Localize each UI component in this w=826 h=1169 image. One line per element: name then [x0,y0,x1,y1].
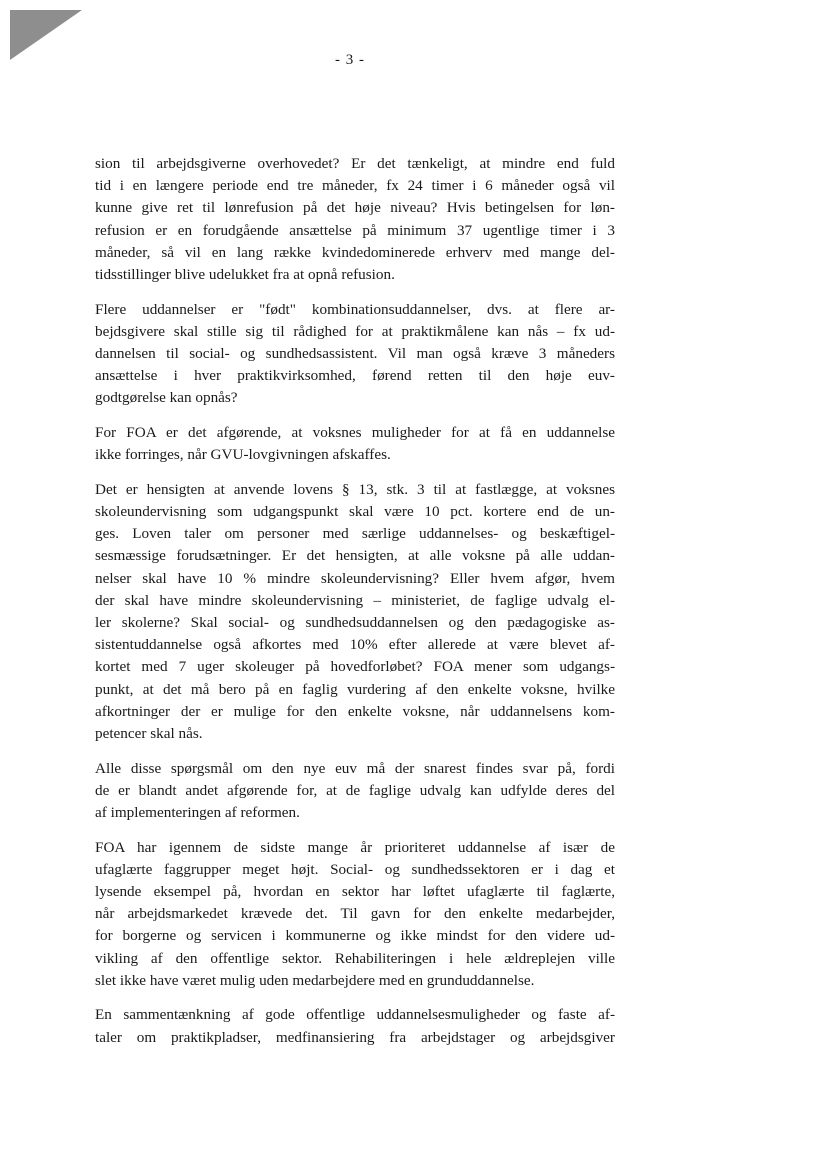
text-line: sesmæssige forudsætninger. Er det hensigten, at alle voksne på alle uddan- [95,547,615,565]
text-line: når arbejdsmarkedet krævede det. Til gavn for den enkelte medarbejder, [95,905,615,923]
text-line: kortet med 7 uger skoleuger på hovedforløbet? FOA mener som udgangs- [95,658,615,676]
text-line: ler skolerne? Skal social- og sundhedsuddannelsen og den pædagogiske as- [95,614,615,632]
text-line: For FOA er det afgørende, at voksnes muligheder for at få en uddannelse [95,424,615,442]
text-line: lysende eksempel på, hvordan en sektor har løftet ufaglærte til faglærte, [95,883,615,901]
paragraph-6 [95,837,615,992]
text-line: af implementeringen af reformen. [95,804,300,822]
text-line: punkt, at det må bero på en faglig vurdering af den enkelte voksne, hvilke [95,680,615,698]
text-line: Alle disse spørgsmål om den nye euv må der snarest findes svar på, fordi [95,759,615,777]
text-line: nelser skal have 10 % mindre skoleundervisning? Eller hvem afgør, hvem [95,569,615,587]
text-line: tid i en længere periode end tre måneder, fx 24 timer i 6 måneder også vil [95,177,615,195]
text-line: Flere uddannelser er "født" kombinationsuddannelser, dvs. at flere ar- [95,300,615,318]
text-line: bejdsgivere skal stille sig til rådighed for at praktikmålene kan nås – fx ud- [95,322,615,340]
paragraph-5 [95,758,615,825]
text-line: skoleundervisning som udgangspunkt skal være 10 pct. kortere end de un- [95,503,615,521]
text-line: tidsstillinger blive udelukket fra at opnå refusion. [95,266,395,284]
text-line: Det er hensigten at anvende lovens § 13, stk. 3 til at fastlægge, at voksnes [95,480,615,498]
text-line: godtgørelse kan opnås? [95,389,238,407]
text-line: ges. Loven taler om personer med særlige uddannelses- og beskæftigel- [95,525,615,543]
text-line: afkortninger der er mulige for den enkelte voksne, når uddannelsens kom- [95,702,615,720]
text-line: ansættelse i hver praktikvirksomhed, førend retten til den høje euv- [95,367,615,385]
text-line: dannelsen til social- og sundhedsassistent. Vil man også kræve 3 måneders [95,345,615,363]
text-line: ikke forringes, når GVU-lovgivningen afskaffes. [95,446,391,464]
text-line: vikling af den offentlige sektor. Rehabiliteringen i hele ældreplejen ville [95,949,615,967]
text-line: En sammentænkning af gode offentlige uddannelsesmuligheder og faste af- [95,1006,615,1024]
paragraph-1 [95,153,615,286]
text-line: sion til arbejdsgiverne overhovedet? Er det tænkeligt, at mindre end fuld [95,155,615,172]
paragraph-2 [95,299,615,410]
text-line: FOA har igennem de sidste mange år prioriteret uddannelse af især de [95,838,615,856]
text-line: for borgerne og servicen i kommunerne og ikke mindst for den videre ud- [95,927,615,945]
text-line: ufaglærte faggrupper meget højt. Social- og sundhedssektoren er i dag et [95,860,615,878]
paragraph-4 [95,479,615,745]
paragraph-7 [95,1004,615,1048]
text-line: kunne give ret til lønrefusion på det høje niveau? Hvis betingelsen for løn- [95,199,615,217]
text-line: slet ikke have været mulig uden medarbejdere med en grunduddannelse. [95,971,535,989]
text-line: petencer skal nås. [95,725,203,743]
text-line: sistentuddannelse også afkortes med 10% efter allerede at være blevet af- [95,636,615,654]
paragraph-3 [95,422,615,466]
body-text [95,153,615,1061]
page-number: - 3 - [335,52,365,68]
text-line: måneder, så vil en lang række kvindedominerede erhverv med mange del- [95,243,615,261]
text-line: der skal have mindre skoleundervisning – ministeriet, de faglige udvalg el- [95,591,615,609]
text-line: refusion er en forudgående ansættelse på minimum 37 ugentlige timer i 3 [95,221,615,239]
text-line: taler om praktikpladser, medfinansiering fra arbejdstager og arbejdsgiver [95,1028,615,1046]
text-line: de er blandt andet afgørende for, at de faglige udvalg kan udfylde deres del [95,781,615,799]
